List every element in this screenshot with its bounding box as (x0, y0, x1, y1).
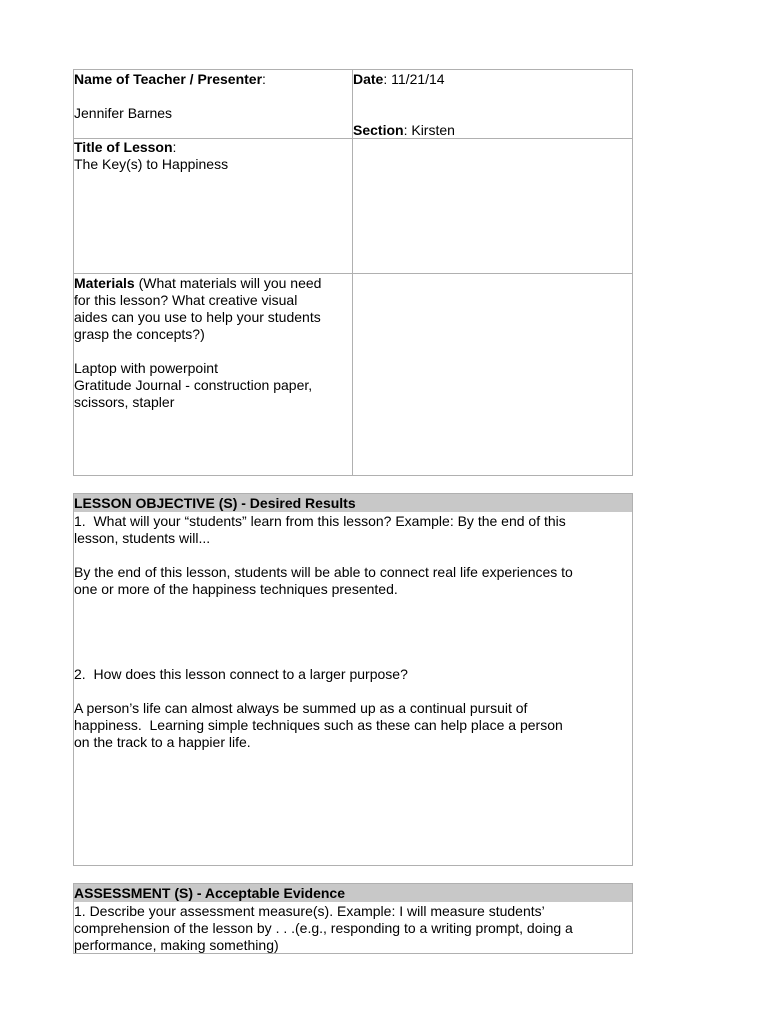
objective-q1-line-2: lesson, students will... (74, 530, 211, 546)
section-label: Section (353, 122, 404, 138)
lesson-title-value: The Key(s) to Happiness (74, 156, 229, 172)
assessment-body (73, 902, 632, 954)
materials-line-1 (74, 275, 352, 292)
objective-a1-line-1: By the end of this lesson, students will be able to connect real life experiences to (74, 564, 573, 580)
materials-cell (73, 274, 352, 411)
materials-prompt-1: (What materials will you need (134, 275, 322, 291)
table1-right-border (632, 69, 633, 476)
spacer (74, 343, 352, 360)
date-value: 11/21/14 (391, 71, 445, 87)
objective-q2: 2. How does this lesson connect to a larger purpose? (74, 666, 408, 682)
objective-a2-line-2: happiness. Learning simple techniques such as these can help place a person (74, 717, 563, 733)
spacer (74, 547, 632, 564)
date-section-cell (352, 70, 632, 139)
spacer (74, 615, 632, 632)
objective-heading (74, 494, 632, 512)
section-line: Section: Kirsten (353, 122, 455, 138)
lesson-title-label-line: Title of Lesson: (74, 139, 177, 155)
teacher-label-line: Name of Teacher / Presenter: (74, 71, 266, 87)
assessment-heading (74, 884, 632, 902)
objective-a1-line-2: one or more of the happiness techniques presented. (74, 581, 398, 597)
table2-bottom-border (73, 865, 633, 866)
spacer (74, 683, 632, 700)
materials-prompt-4: grasp the concepts?) (74, 326, 205, 342)
table3-right-border (632, 883, 633, 954)
spacer (353, 88, 632, 105)
lesson-title-cell (73, 138, 352, 173)
table2-right-border (632, 493, 633, 866)
materials-prompt-2: for this lesson? What creative visual (74, 292, 298, 308)
spacer (74, 632, 632, 649)
date-line: Date: 11/21/14 (353, 71, 445, 87)
lesson-title-label: Title of Lesson (74, 139, 173, 155)
spacer (74, 88, 352, 105)
teacher-name: Jennifer Barnes (74, 105, 173, 121)
teacher-label: Name of Teacher / Presenter (74, 71, 263, 87)
objective-heading-text: LESSON OBJECTIVE (S) - Desired Results (74, 495, 356, 511)
materials-item-1: Laptop with powerpoint (74, 360, 218, 376)
assessment-heading-text: ASSESSMENT (S) - Acceptable Evidence (74, 885, 345, 901)
objective-q1-line-1: 1. What will your “students” learn from this lesson? Example: By the end of this (74, 513, 566, 529)
assessment-q1-line-2: comprehension of the lesson by . . .(e.g., responding to a writing prompt, doing a (74, 920, 573, 936)
section-value: Kirsten (411, 122, 455, 138)
spacer (74, 649, 632, 666)
date-label: Date (353, 71, 384, 87)
teacher-cell (73, 70, 352, 122)
table1-left-border (73, 69, 74, 476)
spacer (353, 105, 632, 122)
assessment-q1-line-3: performance, making something) (74, 937, 279, 953)
objective-a2-line-3: on the track to a happier life. (74, 734, 251, 750)
materials-item-3: scissors, stapler (74, 394, 175, 410)
objective-a2-line-1: A person’s life can almost always be summed up as a continual pursuit of (74, 700, 528, 716)
materials-item-2: Gratitude Journal - construction paper, (74, 377, 313, 393)
objective-body (73, 512, 632, 751)
assessment-q1-line-1: 1. Describe your assessment measure(s). Example: I will measure students’ (74, 903, 545, 919)
materials-prompt-3: aides can you use to help your students (74, 309, 321, 325)
materials-label: Materials (74, 275, 135, 291)
spacer (74, 598, 632, 615)
table1-bottom-border (73, 475, 633, 476)
